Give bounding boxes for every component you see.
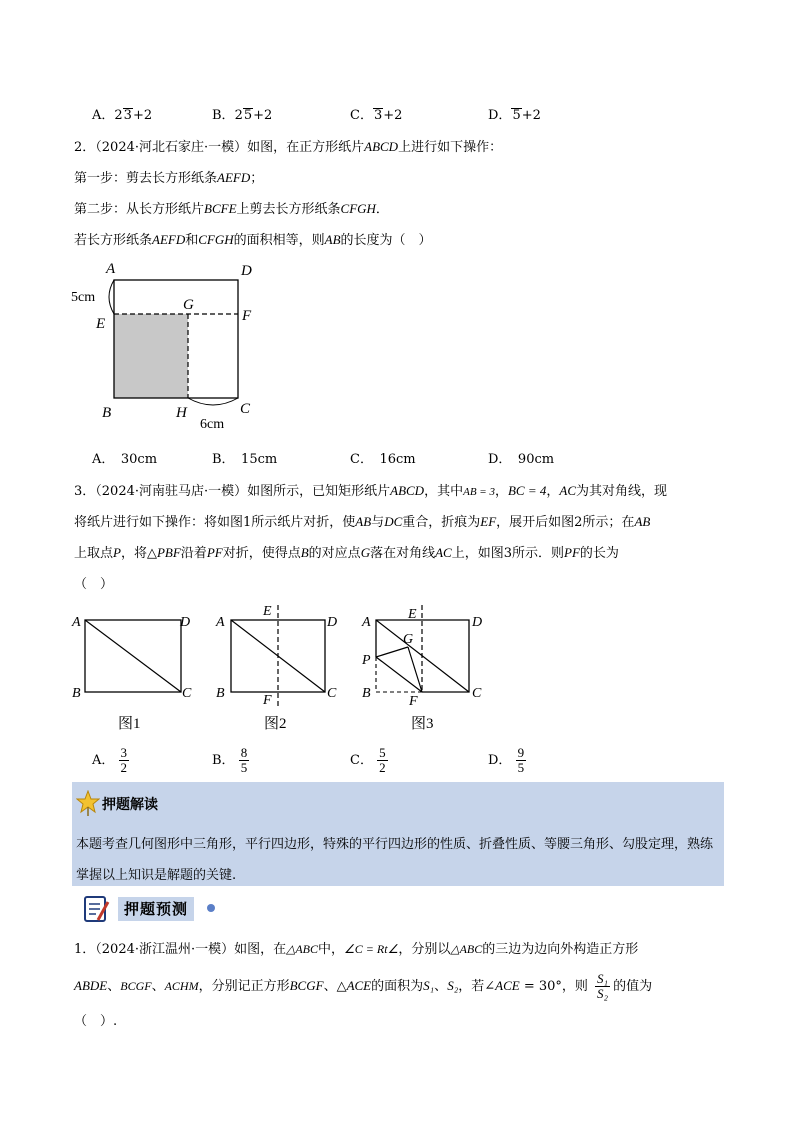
callout-text: 本题考查几何图形中三角形，平行四边形，特殊的平行四边形的性质、折叠性质、等腰三角形、勾股定理，熟练掌握以上知识是解题的关键. (76, 837, 714, 883)
q2-step1: 第一步：剪去长方形纸条AEFD； (74, 170, 264, 186)
label-d: D (241, 263, 252, 279)
svg-text:图2: 图2 (264, 716, 287, 732)
svg-text:G: G (403, 632, 414, 647)
svg-text:P: P (362, 653, 371, 668)
svg-text:A: A (72, 615, 81, 630)
label-g: G (183, 297, 194, 313)
label-c: C (240, 401, 251, 417)
shaded-strip (114, 314, 188, 398)
q3-line1: 3．（2024·河南驻马店·一模）如图所示，已知矩形纸片ABCD，其中AB = 3，BC = 4，AC为其对角线，现 (74, 483, 668, 499)
callout-title: 押题解读 (102, 797, 158, 813)
star-pin-icon (76, 790, 100, 816)
q1-option-c: C．3+2 (350, 108, 403, 123)
q2-option-c: C． 16cm (350, 452, 416, 467)
svg-text:D: D (472, 615, 483, 630)
bullet-dot-icon (206, 903, 216, 913)
svg-text:A: A (362, 615, 371, 630)
svg-text:F: F (409, 694, 418, 709)
q1-option-b: B．25+2 (212, 108, 273, 123)
svg-text:D: D (327, 615, 338, 630)
q3-line2: 将纸片进行如下操作：将如图1所示纸片对折，使AB与DC重合，折痕为EF，展开后如图2所示；在AB (74, 514, 651, 530)
q3-option-c: C． $\frac{5}{2}$ (350, 745, 386, 775)
q3-figures (66, 602, 506, 736)
label-h: H (176, 405, 187, 421)
svg-text:F: F (263, 693, 272, 708)
analysis-callout (72, 782, 724, 886)
prediction-q1-line2: ABDE、BCGF、ACHM，分别记正方形BCGF、△ACE的面积为S₁、S₂，若∠ACE = 30°，则 $\frac{\text{S₁}}{\text{S₂}}$ 的值为 (74, 971, 653, 1001)
q2-option-a: A． 30cm (92, 452, 158, 467)
svg-text:B: B (362, 686, 371, 701)
q3-option-a: A． $\frac{3}{2}$ (92, 745, 128, 775)
q3-line4: （ ） (74, 577, 114, 592)
svg-text:图1: 图1 (118, 716, 141, 732)
svg-text:B: B (216, 686, 225, 701)
q2-option-b: B． 15cm (212, 452, 278, 467)
svg-text:B: B (72, 686, 81, 701)
q2-square-figure (66, 258, 276, 433)
label-6cm: 6cm (200, 417, 225, 432)
q2-question: 若长方形纸条AEFD和CFGH的面积相等，则AB的长度为（ ） (74, 232, 432, 248)
figure-2 (215, 604, 337, 732)
svg-text:A: A (216, 615, 225, 630)
svg-text:E: E (263, 604, 272, 619)
svg-text:E: E (408, 607, 417, 622)
q1-option-a: A．23+2 (92, 108, 153, 123)
prediction-title: 押题预测 (118, 897, 194, 921)
q3-line3: 上取点P，将△PBF沿着PF对折，使得点B的对应点G落在对角线AC上，如图3所示．则PF的长为 (74, 545, 619, 561)
label-b: B (102, 405, 112, 421)
brace-ae (109, 280, 114, 314)
prediction-q1-line1: 1．（2024·浙江温州·一模）如图，在△ABC中，∠C = Rt∠，分别以△ABC的三边为边向外构造正方形 (74, 942, 639, 957)
svg-text:图3: 图3 (411, 716, 434, 732)
svg-text:C: C (327, 686, 337, 701)
q3-option-b: B． $\frac{8}{5}$ (212, 745, 248, 775)
svg-text:C: C (472, 686, 482, 701)
label-5cm: 5cm (71, 290, 96, 305)
q2-stem: 2．（2024·河北石家庄·一模）如图，在正方形纸片ABCD上进行如下操作： (74, 139, 503, 155)
svg-text:D: D (180, 615, 191, 630)
figure-1 (71, 615, 192, 732)
q1-option-d: D．5+2 (488, 108, 541, 123)
prediction-q1-line3: （ ）. (74, 1014, 118, 1029)
q3-option-d: D． $\frac{9}{5}$ (488, 745, 525, 775)
label-f: F (242, 308, 252, 324)
q2-step2: 第二步：从长方形纸片BCFE上剪去长方形纸条CFGH． (74, 201, 389, 217)
svg-text:C: C (182, 686, 192, 701)
notebook-pen-icon (82, 894, 112, 924)
brace-hc (188, 398, 238, 405)
label-a: A (106, 261, 116, 277)
figure-3 (361, 605, 482, 732)
label-e: E (96, 316, 106, 332)
q2-option-d: D． 90cm (488, 452, 555, 467)
